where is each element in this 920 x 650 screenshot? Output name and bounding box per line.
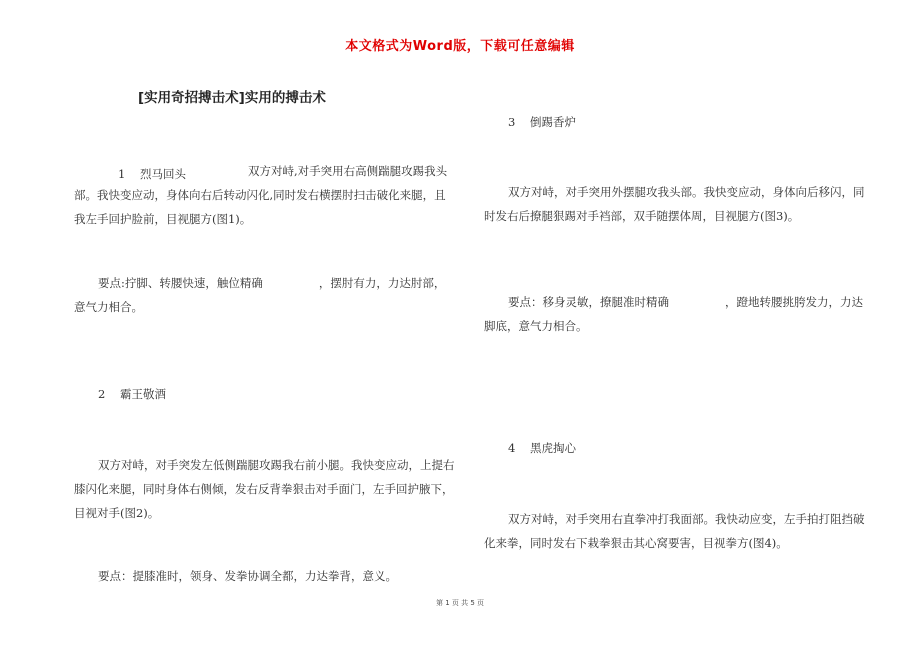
section-1-body: 双方对峙,对手突用右高侧踹腿攻踢我头部。我快变应动，身体向右后转动闪化,同时发右横摆肘扫击破化来腿，且我左手回护脸前，目视腿方(图1)。 — [74, 164, 448, 226]
section-2-heading — [98, 386, 166, 402]
key-points-text-2: ，摆肘有力，力达肘部，意气力相合。 — [74, 276, 446, 314]
section-name: 倒踢香炉 — [530, 115, 576, 129]
section-number: 3 — [508, 115, 516, 129]
section-2-body: 双方对峙，对手突发左低侧踹腿攻踢我右前小腿。我快变应动，上提右膝闪化来腿，同时身体右侧倾，发右反背拳狠击对手面门，左手回护腋下，目视对手(图2)。 — [74, 458, 455, 520]
section-4-body: 双方对峙，对手突用右直拳冲打我面部。我快动应变，左手拍打阻挡破化来拳，同时发右下栽拳狠击其心窝要害，目视拳方(图4)。 — [484, 512, 865, 550]
section-2-key-points: 要点：提膝准时，领身、发拳协调全都，力达拳背，意义。 — [98, 569, 397, 583]
section-name: 黑虎掏心 — [530, 441, 576, 455]
key-points-text: 要点:拧脚、转腰快速，触位精确 — [98, 276, 263, 290]
section-1-key-points — [74, 271, 456, 319]
key-points-text: 要点：移身灵敏，撩腿准时精确 — [508, 295, 669, 309]
section-3-heading — [508, 114, 576, 130]
section-3-key-points — [484, 290, 868, 338]
section-number: 2 — [98, 387, 106, 401]
page-footer: 第 1 页 共 5 页 — [435, 599, 485, 607]
document-title: [实用奇招搏击术]实用的搏击术 — [138, 90, 326, 106]
section-4-heading — [508, 440, 576, 456]
document-banner: 本文格式为Word版，下载可任意编辑 — [345, 39, 575, 54]
key-points-text-2: ，蹬地转腰挑胯发力，力达脚底，意气力相合。 — [484, 295, 863, 333]
section-3-body: 双方对峙，对手突用外摆腿攻我头部。我快变应动，身体向后移闪，同时发右后撩腿狠踢对手裆部，双手随摆体周，目视腿方(图3)。 — [484, 185, 865, 223]
section-number: 4 — [508, 441, 516, 455]
section-name: 霸王敬酒 — [120, 387, 166, 401]
section-name: 烈马回头 — [140, 167, 186, 181]
section-number: 1 — [118, 167, 126, 181]
